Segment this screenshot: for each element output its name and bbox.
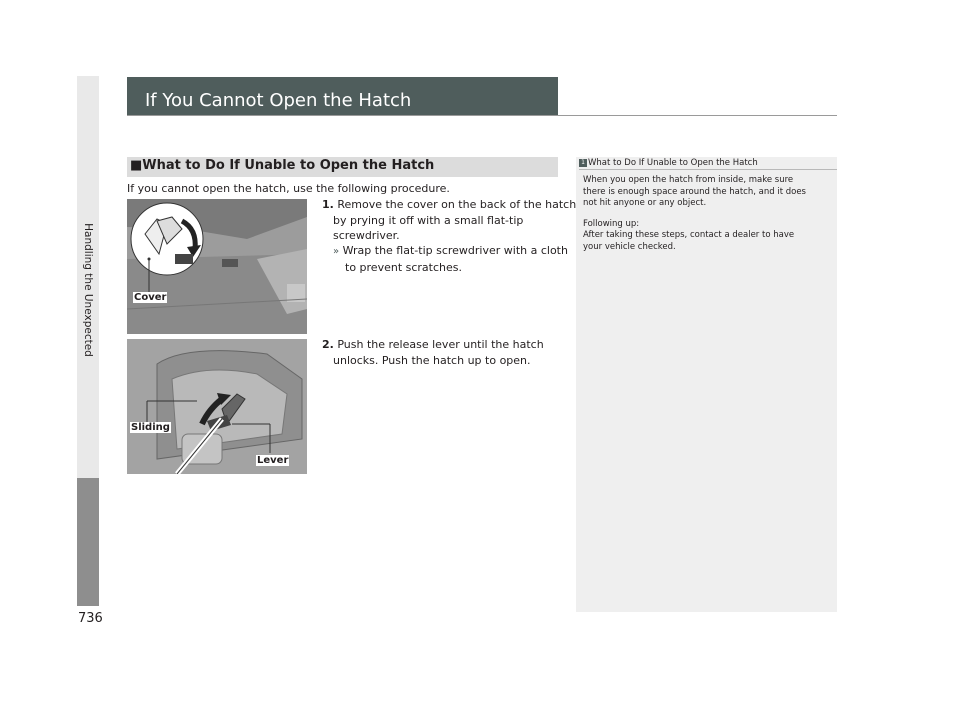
step-2: 2. Push the release lever until the hatch unlocks. Push the hatch up to open.: [322, 338, 544, 367]
step-number: 1.: [322, 198, 334, 211]
title-rule: [127, 115, 837, 116]
note-rule: [579, 169, 837, 170]
page-title: If You Cannot Open the Hatch: [145, 90, 412, 111]
lever-callout: Lever: [257, 455, 289, 466]
reference-icon: 1: [579, 159, 587, 167]
sliding-callout: Sliding: [131, 422, 170, 433]
arrow-icon: »: [333, 246, 340, 257]
step-number: 2.: [322, 338, 334, 351]
step-1: 1. Remove the cover on the back of the hatch by prying it off with a small flat-tip screwdriver.: [322, 198, 577, 242]
hatch-cover-illustration: [127, 199, 307, 334]
side-tab-marker: [77, 478, 99, 606]
note-heading: 1 What to Do If Unable to Open the Hatch: [579, 158, 758, 168]
page-number: 736: [78, 611, 103, 626]
intro-text: If you cannot open the hatch, use the following procedure.: [127, 182, 450, 195]
chapter-label: Handling the Unexpected: [82, 223, 94, 357]
release-lever-illustration: [127, 339, 307, 474]
section-heading: [130, 158, 434, 173]
note-body: When you open the hatch from inside, make sure there is enough space around the hatch, and it does not hit anyone or any object. Following up: After taking these steps, contact a dealer to have your vehicle checked.: [583, 175, 806, 252]
section-marker: ■: [130, 158, 143, 173]
section-heading-text: What to Do If Unable to Open the Hatch: [142, 158, 435, 173]
step-1-note: » Wrap the flat-tip screwdriver with a cloth to prevent scratches.: [333, 244, 568, 274]
cover-callout: Cover: [134, 292, 167, 303]
